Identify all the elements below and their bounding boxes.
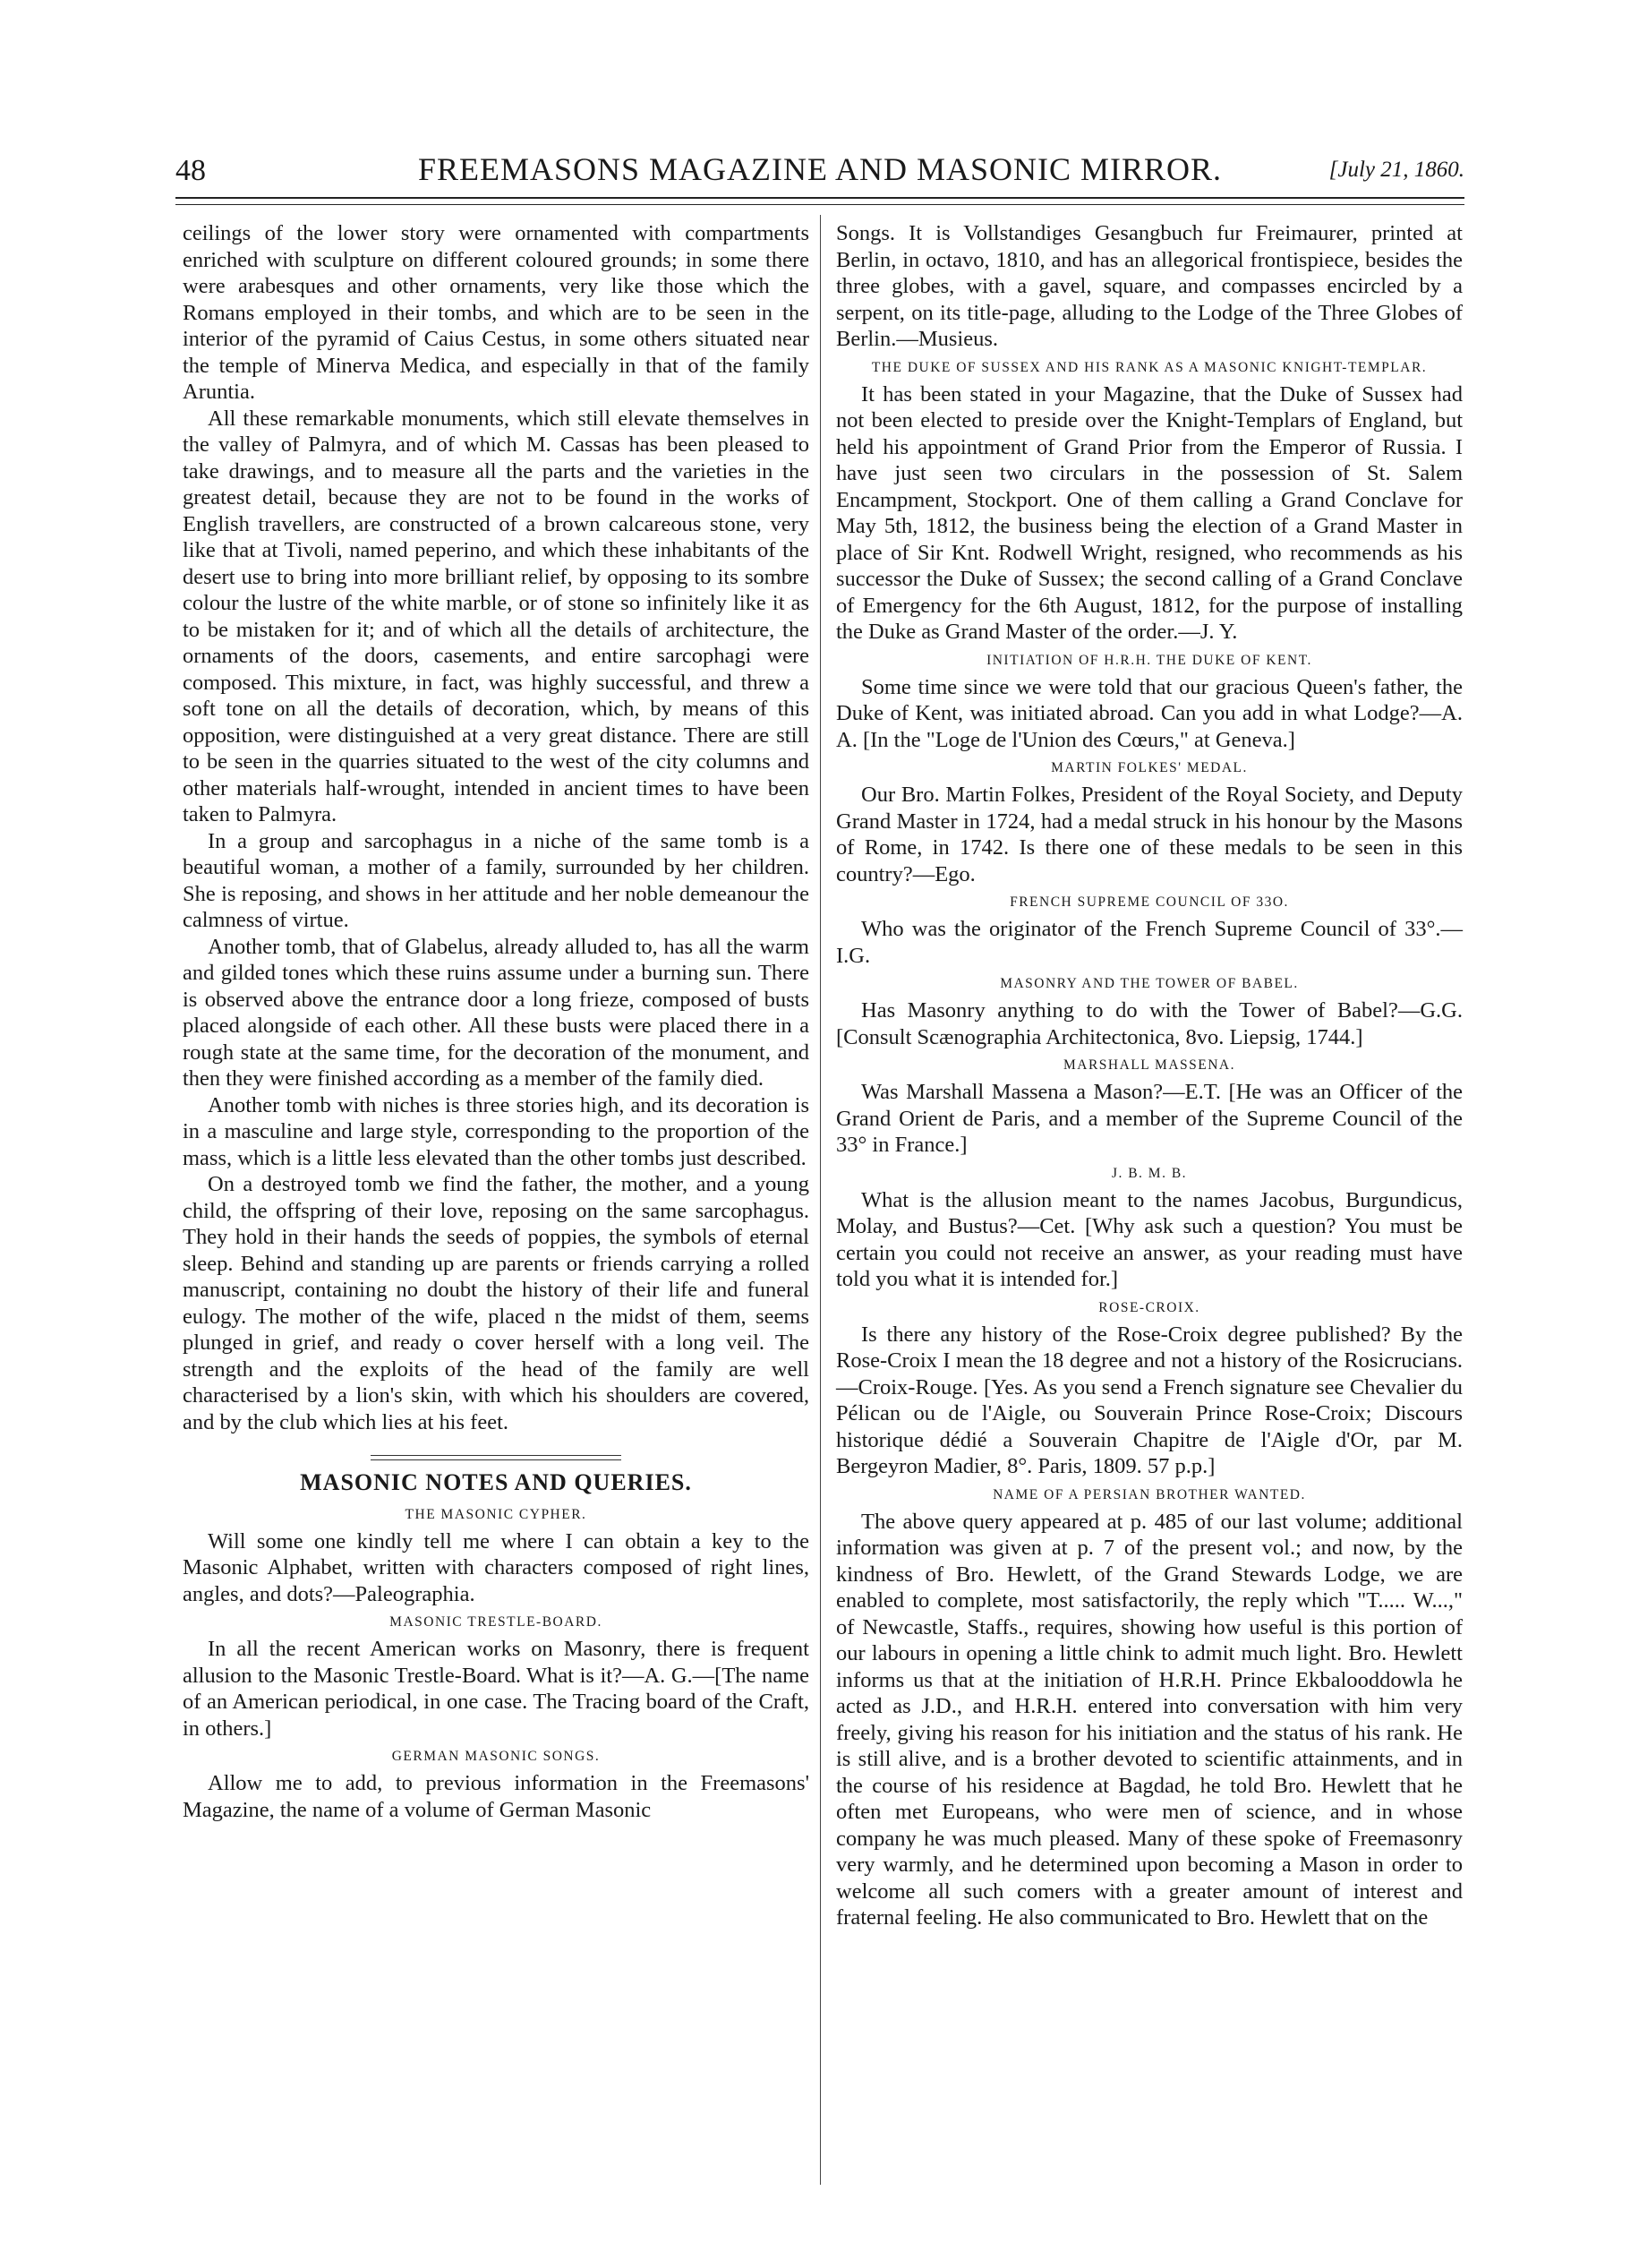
header-rule-thick [175, 197, 1464, 199]
paragraph: On a destroyed tomb we find the father, the mother, and a young child, the offspring of their love, reposing on the same sarcophagus. They hold in their hands the seeds of poppies, the symbols of eternal sleep. Behind and standing up are parents or friends carrying a rolled manuscript, containing no doubt the history of their life and funeral eulogy. The mother of the wife, placed n the midst of them, seems plunged in grief, and ready o cover herself with a long veil. The strength and the exploits of the head of the family are well characterised by a lion's skin, with which his shoulders are covered, and by the club which lies at his feet. [183, 1172, 809, 1434]
paragraph: Songs. It is Vollstandiges Gesangbuch fur Freimaurer, printed at Berlin, in octavo, 1810, and has an allegorical frontispiece, besides the three globes, with a gavel, square, and compasses encircled by a serpent, on its title-page, alluding to the Lodge of the Three Globes of Berlin.—Musieus. [836, 221, 1463, 351]
subheading: THE DUKE OF SUSSEX AND HIS RANK AS A MASONIC KNIGHT-TEMPLAR. [871, 359, 1428, 375]
subheading: NAME OF A PERSIAN BROTHER WANTED. [993, 1486, 1306, 1502]
paragraph: Another tomb, that of Glabelus, already alluded to, has all the warm and gilded tones which these ruins assume under a burning sun. There is observed above the entrance door a long frieze, composed of busts placed alongside of each other. All these busts were placed there in a rough state at the same time, for the decoration of the monument, and then they were finished according as a member of the family died. [183, 934, 809, 1091]
paragraph: The above query appeared at p. 485 of our last volume; additional information was given at p. 7 of the present vol.; and now, by the kindness of Bro. Hewlett, of the Grand Stewards Lodge, we are enabled to complete, most satisfactorily, the reply which "T..... W...," of Newcastle, Staffs., requires, showing how useful is this portion of our labours in opening a little chink to admit much light. Bro. Hewlett informs us that at the initiation of H.R.H. Prince Ekbalooddowla he acted as J.D., and H.R.H. entered into conversation with him very freely, giving his reason for his initiation and the status of his rank. He is still alive, and is a brother devoted to scientific attainments, and in the course of his residence at Bagdad, he told Bro. Hewlett that he often met Europeans, who were men of science, and in whose company he was much pleased. Many of these spoke of Freemasonry very warmly, and he determined upon becoming a Mason in order to welcome all such comers with a greater amount of interest and fraternal feeling. He also communicated to Bro. Hewlett that on the [836, 1509, 1463, 1930]
subheading: MASONIC TRESTLE-BOARD. [389, 1614, 602, 1630]
paragraph: All these remarkable monuments, which still elevate themselves in the valley of Palmyra, and of which M. Cassas has been pleased to take drawings, and to measure all the parts and the varieties in the greatest detail, because they are not to be found in the works of English travellers, are constructed of a brown calcareous stone, very like that at Tivoli, named peperino, and which these inhabitants of the desert use to bring into more brilliant relief, by opposing to its sombre colour the lustre of the white marble, or of stone so infinitely like it as to be mistaken for it; and of which all the details of architecture, the ornaments of the doors, casements, and entire sarcophagi were composed. This mixture, in fact, was highly successful, and threw a soft tone on all the details of decoration, which, by means of this opposition, were distinguished at a very great distance. There are still to be seen in the quarries situated to the west of the city columns and other materials half-wrought, intended in ancient times to have been taken to Palmyra. [183, 406, 809, 826]
paragraph: Another tomb with niches is three stories high, and its decoration is in a masculine and large style, corresponding to the proportion of the mass, which is a little less elevated than the other tombs just described. [183, 1092, 809, 1170]
paragraph: Was Marshall Massena a Mason?—E.T. [He was an Officer of the Grand Orient de Paris, and a member of the Supreme Council of the 33° in France.] [836, 1080, 1463, 1157]
subheading: MARTIN FOLKES' MEDAL. [1051, 760, 1248, 775]
subheading: THE MASONIC CYPHER. [405, 1506, 587, 1522]
paragraph: ceilings of the lower story were ornamented with compartments enriched with sculpture on different coloured grounds; in some there were arabesques and other ornaments, very like those which the Romans employed in their tombs, and which are to be seen in the interior of the pyramid of Caius Cestus, in some others situated near the temple of Minerva Medica, and especially in that of the family Aruntia. [183, 221, 809, 404]
header-rule-thin [175, 204, 1464, 205]
paragraph: Some time since we were told that our gracious Queen's father, the Duke of Kent, was initiated abroad. Can you add in what Lodge?—A. A. [In the "Loge de l'Union des Cœurs," at Geneva.] [836, 674, 1463, 752]
subheading: J. B. M. B. [1111, 1165, 1188, 1181]
page-number: 48 [175, 154, 206, 187]
paragraph: Will some one kindly tell me where I can obtain a key to the Masonic Alphabet, written with characters composed of right lines, angles, and dots?—Paleographia. [183, 1528, 809, 1606]
paragraph: What is the allusion meant to the names Jacobus, Burgundicus, Molay, and Bustus?—Cet. [Why ask such a question? You must be certain you could not receive an answer, as your reading must have told you what it is intended for.] [836, 1187, 1463, 1291]
masthead-title: FREEMASONS MAGAZINE AND MASONIC MIRROR. [417, 151, 1223, 187]
left-column [183, 220, 809, 1823]
subheading: GERMAN MASONIC SONGS. [391, 1749, 601, 1764]
subheading: MASONRY AND THE TOWER OF BABEL. [1000, 976, 1299, 991]
paragraph: Our Bro. Martin Folkes, President of the Royal Society, and Deputy Grand Master in 1724, had a medal struck in his honour by the Masons of Rome, in 1742. Is there one of these medals to be seen in this country?—Ego. [836, 783, 1463, 886]
section-divider [371, 1455, 621, 1460]
paragraph: Is there any history of the Rose-Croix degree published? By the Rose-Croix I mean the 18 degree and not a history of the Rosicrucians.—Croix-Rouge. [Yes. As you send a French signature see Chevalier du Pélican ou de l'Aigle, ou Souverain Prince Rose-Croix; Discours historique dédié a Souverain Chapitre de l'Aigle d'Or, par M. Bergeyron Madier, 8°. Paris, 1809. 57 p.p.] [836, 1322, 1463, 1478]
paragraph: In a group and sarcophagus in a niche of the same tomb is a beautiful woman, a mother of a family, surrounded by her children. She is reposing, and shows in her attitude and her noble demeanour the calmness of virtue. [183, 828, 809, 932]
paragraph: Who was the originator of the French Supreme Council of 33°.—I.G. [836, 917, 1463, 968]
subheading: MARSHALL MASSENA. [1063, 1057, 1235, 1073]
paragraph: Allow me to add, to previous information in the Freemasons' Magazine, the name of a volume of German Masonic [183, 1771, 809, 1822]
subheading: ROSE-CROIX. [1098, 1299, 1200, 1315]
subheading: INITIATION OF H.R.H. THE DUKE OF KENT. [986, 652, 1312, 668]
paragraph: Has Masonry anything to do with the Tower of Babel?—G.G. [Consult Scænographia Architectonica, 8vo. Liepsig, 1744.] [836, 998, 1463, 1049]
paragraph: It has been stated in your Magazine, that the Duke of Sussex had not been elected to preside over the Knight-Templars of England, but held his appointment of Grand Prior from the Emperor of Russia. I have just seen two circulars in the possession of St. Salem Encampment, Stockport. One of them calling a Grand Conclave for May 5th, 1812, the business being the election of a Grand Master in place of Sir Knt. Rodwell Wright, resigned, who recommends as his successor the Duke of Sussex; the second calling of a Grand Conclave of Emergency for the 6th August, 1812, for the purpose of installing the Duke as Grand Master of the order.—J. Y. [836, 381, 1463, 644]
paragraph: In all the recent American works on Masonry, there is frequent allusion to the Masonic Trestle-Board. What is it?—A. G.—[The name of an American periodical, in one case. The Tracing board of the Craft, in others.] [183, 1637, 809, 1741]
column-divider [820, 215, 821, 2185]
page-header [175, 147, 1464, 192]
right-column [836, 220, 1463, 1931]
subheading: FRENCH SUPREME COUNCIL OF 33O. [1010, 894, 1289, 910]
issue-date: [July 21, 1860. [1328, 158, 1464, 182]
section-title: MASONIC NOTES AND QUERIES. [300, 1469, 692, 1495]
